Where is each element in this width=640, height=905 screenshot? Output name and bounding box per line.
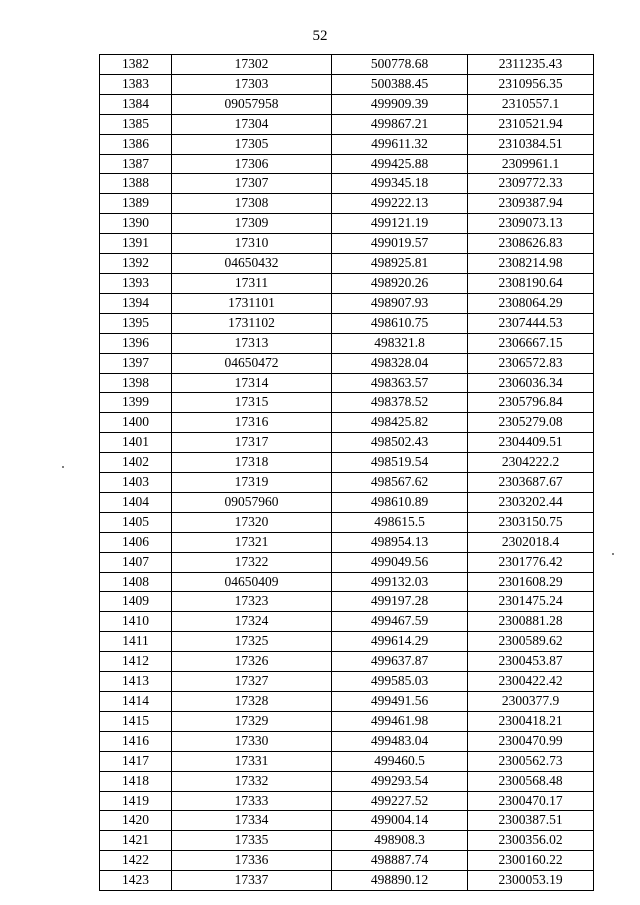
page-number: 52 (312, 28, 328, 44)
table-row (100, 692, 594, 712)
point-id-cell: 1731101 (172, 293, 332, 313)
y-coordinate-cell: 2300470.17 (468, 791, 594, 811)
row-index-cell: 1420 (100, 811, 172, 831)
table-row (100, 473, 594, 493)
table-row (100, 234, 594, 254)
y-coordinate-cell: 2300418.21 (468, 711, 594, 731)
point-id-cell: 17302 (172, 55, 332, 75)
y-coordinate-cell: 2306667.15 (468, 333, 594, 353)
table-row (100, 114, 594, 134)
table-row (100, 652, 594, 672)
point-id-cell: 17322 (172, 552, 332, 572)
point-id-cell: 17306 (172, 154, 332, 174)
point-id-cell: 17324 (172, 612, 332, 632)
table-row (100, 552, 594, 572)
row-index-cell: 1419 (100, 791, 172, 811)
stray-mark (612, 553, 614, 555)
point-id-cell: 17316 (172, 413, 332, 433)
row-index-cell: 1383 (100, 74, 172, 94)
row-index-cell: 1389 (100, 194, 172, 214)
table-row (100, 632, 594, 652)
y-coordinate-cell: 2309772.33 (468, 174, 594, 194)
y-coordinate-cell: 2300470.99 (468, 731, 594, 751)
row-index-cell: 1410 (100, 612, 172, 632)
x-coordinate-cell: 499483.04 (332, 731, 468, 751)
row-index-cell: 1421 (100, 831, 172, 851)
y-coordinate-cell: 2303687.67 (468, 473, 594, 493)
table-row (100, 94, 594, 114)
table-row (100, 871, 594, 891)
row-index-cell: 1423 (100, 871, 172, 891)
point-id-cell: 17336 (172, 851, 332, 871)
row-index-cell: 1398 (100, 373, 172, 393)
row-index-cell: 1404 (100, 492, 172, 512)
point-id-cell: 17313 (172, 333, 332, 353)
x-coordinate-cell: 498887.74 (332, 851, 468, 871)
x-coordinate-cell: 498610.89 (332, 492, 468, 512)
y-coordinate-cell: 2300881.28 (468, 612, 594, 632)
y-coordinate-cell: 2301608.29 (468, 572, 594, 592)
y-coordinate-cell: 2310557.1 (468, 94, 594, 114)
point-id-cell: 17334 (172, 811, 332, 831)
point-id-cell: 17311 (172, 273, 332, 293)
point-id-cell: 17327 (172, 672, 332, 692)
x-coordinate-cell: 499585.03 (332, 672, 468, 692)
y-coordinate-cell: 2300453.87 (468, 652, 594, 672)
x-coordinate-cell: 499460.5 (332, 751, 468, 771)
x-coordinate-cell: 499004.14 (332, 811, 468, 831)
y-coordinate-cell: 2309073.13 (468, 214, 594, 234)
x-coordinate-cell: 498328.04 (332, 353, 468, 373)
x-coordinate-cell: 499637.87 (332, 652, 468, 672)
table-row (100, 592, 594, 612)
x-coordinate-cell: 498907.93 (332, 293, 468, 313)
row-index-cell: 1414 (100, 692, 172, 712)
row-index-cell: 1397 (100, 353, 172, 373)
point-id-cell: 17335 (172, 831, 332, 851)
stray-mark (62, 466, 64, 468)
y-coordinate-cell: 2310521.94 (468, 114, 594, 134)
row-index-cell: 1418 (100, 771, 172, 791)
row-index-cell: 1384 (100, 94, 172, 114)
y-coordinate-cell: 2300377.9 (468, 692, 594, 712)
row-index-cell: 1402 (100, 453, 172, 473)
x-coordinate-cell: 499614.29 (332, 632, 468, 652)
y-coordinate-cell: 2308214.98 (468, 254, 594, 274)
row-index-cell: 1386 (100, 134, 172, 154)
table-row (100, 672, 594, 692)
point-id-cell: 17331 (172, 751, 332, 771)
x-coordinate-cell: 498925.81 (332, 254, 468, 274)
row-index-cell: 1406 (100, 532, 172, 552)
point-id-cell: 17333 (172, 791, 332, 811)
table-row (100, 851, 594, 871)
row-index-cell: 1401 (100, 433, 172, 453)
point-id-cell: 17305 (172, 134, 332, 154)
point-id-cell: 17323 (172, 592, 332, 612)
y-coordinate-cell: 2305796.84 (468, 393, 594, 413)
y-coordinate-cell: 2300356.02 (468, 831, 594, 851)
row-index-cell: 1387 (100, 154, 172, 174)
x-coordinate-cell: 498363.57 (332, 373, 468, 393)
row-index-cell: 1399 (100, 393, 172, 413)
y-coordinate-cell: 2310956.35 (468, 74, 594, 94)
point-id-cell: 17326 (172, 652, 332, 672)
point-id-cell: 17332 (172, 771, 332, 791)
y-coordinate-cell: 2303150.75 (468, 512, 594, 532)
point-id-cell: 09057960 (172, 492, 332, 512)
x-coordinate-cell: 499132.03 (332, 572, 468, 592)
point-id-cell: 1731102 (172, 313, 332, 333)
x-coordinate-cell: 499461.98 (332, 711, 468, 731)
table-row (100, 572, 594, 592)
point-id-cell: 17319 (172, 473, 332, 493)
table-row (100, 134, 594, 154)
y-coordinate-cell: 2301776.42 (468, 552, 594, 572)
y-coordinate-cell: 2311235.43 (468, 55, 594, 75)
table-row (100, 154, 594, 174)
x-coordinate-cell: 498615.5 (332, 512, 468, 532)
x-coordinate-cell: 498425.82 (332, 413, 468, 433)
row-index-cell: 1416 (100, 731, 172, 751)
row-index-cell: 1405 (100, 512, 172, 532)
row-index-cell: 1393 (100, 273, 172, 293)
x-coordinate-cell: 499121.19 (332, 214, 468, 234)
x-coordinate-cell: 500388.45 (332, 74, 468, 94)
point-id-cell: 04650409 (172, 572, 332, 592)
x-coordinate-cell: 499467.59 (332, 612, 468, 632)
point-id-cell: 17315 (172, 393, 332, 413)
x-coordinate-cell: 498920.26 (332, 273, 468, 293)
y-coordinate-cell: 2300568.48 (468, 771, 594, 791)
table-row (100, 393, 594, 413)
x-coordinate-cell: 498890.12 (332, 871, 468, 891)
table-row (100, 811, 594, 831)
table-row (100, 194, 594, 214)
row-index-cell: 1417 (100, 751, 172, 771)
coordinates-table-body (100, 55, 594, 891)
row-index-cell: 1394 (100, 293, 172, 313)
point-id-cell: 17314 (172, 373, 332, 393)
y-coordinate-cell: 2300562.73 (468, 751, 594, 771)
point-id-cell: 17318 (172, 453, 332, 473)
point-id-cell: 04650432 (172, 254, 332, 274)
point-id-cell: 17321 (172, 532, 332, 552)
x-coordinate-cell: 498610.75 (332, 313, 468, 333)
row-index-cell: 1412 (100, 652, 172, 672)
point-id-cell: 17303 (172, 74, 332, 94)
table-row (100, 492, 594, 512)
x-coordinate-cell: 498321.8 (332, 333, 468, 353)
x-coordinate-cell: 500778.68 (332, 55, 468, 75)
table-row (100, 313, 594, 333)
table-row (100, 791, 594, 811)
table-row (100, 273, 594, 293)
table-row (100, 731, 594, 751)
table-row (100, 612, 594, 632)
y-coordinate-cell: 2309961.1 (468, 154, 594, 174)
y-coordinate-cell: 2306572.83 (468, 353, 594, 373)
x-coordinate-cell: 498954.13 (332, 532, 468, 552)
table-row (100, 771, 594, 791)
y-coordinate-cell: 2304409.51 (468, 433, 594, 453)
y-coordinate-cell: 2301475.24 (468, 592, 594, 612)
table-row (100, 512, 594, 532)
table-row (100, 831, 594, 851)
table-row (100, 293, 594, 313)
point-id-cell: 17304 (172, 114, 332, 134)
row-index-cell: 1392 (100, 254, 172, 274)
x-coordinate-cell: 499345.18 (332, 174, 468, 194)
point-id-cell: 17310 (172, 234, 332, 254)
table-row (100, 433, 594, 453)
y-coordinate-cell: 2308190.64 (468, 273, 594, 293)
point-id-cell: 09057958 (172, 94, 332, 114)
row-index-cell: 1415 (100, 711, 172, 731)
x-coordinate-cell: 498378.52 (332, 393, 468, 413)
table-row (100, 413, 594, 433)
x-coordinate-cell: 499491.56 (332, 692, 468, 712)
table-row (100, 333, 594, 353)
y-coordinate-cell: 2303202.44 (468, 492, 594, 512)
x-coordinate-cell: 499222.13 (332, 194, 468, 214)
y-coordinate-cell: 2300053.19 (468, 871, 594, 891)
y-coordinate-cell: 2300160.22 (468, 851, 594, 871)
row-index-cell: 1422 (100, 851, 172, 871)
row-index-cell: 1388 (100, 174, 172, 194)
row-index-cell: 1411 (100, 632, 172, 652)
y-coordinate-cell: 2300589.62 (468, 632, 594, 652)
x-coordinate-cell: 498567.62 (332, 473, 468, 493)
table-row (100, 453, 594, 473)
y-coordinate-cell: 2305279.08 (468, 413, 594, 433)
x-coordinate-cell: 498908.3 (332, 831, 468, 851)
x-coordinate-cell: 499425.88 (332, 154, 468, 174)
y-coordinate-cell: 2309387.94 (468, 194, 594, 214)
y-coordinate-cell: 2306036.34 (468, 373, 594, 393)
x-coordinate-cell: 499019.57 (332, 234, 468, 254)
table-row (100, 532, 594, 552)
x-coordinate-cell: 499049.56 (332, 552, 468, 572)
point-id-cell: 17309 (172, 214, 332, 234)
point-id-cell: 17320 (172, 512, 332, 532)
row-index-cell: 1385 (100, 114, 172, 134)
y-coordinate-cell: 2310384.51 (468, 134, 594, 154)
row-index-cell: 1390 (100, 214, 172, 234)
point-id-cell: 04650472 (172, 353, 332, 373)
y-coordinate-cell: 2308064.29 (468, 293, 594, 313)
point-id-cell: 17328 (172, 692, 332, 712)
point-id-cell: 17307 (172, 174, 332, 194)
x-coordinate-cell: 499293.54 (332, 771, 468, 791)
row-index-cell: 1413 (100, 672, 172, 692)
x-coordinate-cell: 499909.39 (332, 94, 468, 114)
row-index-cell: 1395 (100, 313, 172, 333)
y-coordinate-cell: 2304222.2 (468, 453, 594, 473)
point-id-cell: 17329 (172, 711, 332, 731)
row-index-cell: 1408 (100, 572, 172, 592)
point-id-cell: 17325 (172, 632, 332, 652)
x-coordinate-cell: 498519.54 (332, 453, 468, 473)
row-index-cell: 1382 (100, 55, 172, 75)
table-row (100, 55, 594, 75)
row-index-cell: 1403 (100, 473, 172, 493)
coordinates-table (99, 54, 594, 891)
table-row (100, 214, 594, 234)
y-coordinate-cell: 2300387.51 (468, 811, 594, 831)
x-coordinate-cell: 499227.52 (332, 791, 468, 811)
point-id-cell: 17330 (172, 731, 332, 751)
point-id-cell: 17337 (172, 871, 332, 891)
point-id-cell: 17308 (172, 194, 332, 214)
y-coordinate-cell: 2307444.53 (468, 313, 594, 333)
table-row (100, 711, 594, 731)
table-row (100, 751, 594, 771)
table-row (100, 174, 594, 194)
row-index-cell: 1396 (100, 333, 172, 353)
y-coordinate-cell: 2300422.42 (468, 672, 594, 692)
row-index-cell: 1409 (100, 592, 172, 612)
x-coordinate-cell: 499197.28 (332, 592, 468, 612)
point-id-cell: 17317 (172, 433, 332, 453)
y-coordinate-cell: 2308626.83 (468, 234, 594, 254)
row-index-cell: 1391 (100, 234, 172, 254)
x-coordinate-cell: 499611.32 (332, 134, 468, 154)
table-row (100, 353, 594, 373)
table-row (100, 373, 594, 393)
row-index-cell: 1407 (100, 552, 172, 572)
x-coordinate-cell: 499867.21 (332, 114, 468, 134)
table-row (100, 74, 594, 94)
y-coordinate-cell: 2302018.4 (468, 532, 594, 552)
x-coordinate-cell: 498502.43 (332, 433, 468, 453)
row-index-cell: 1400 (100, 413, 172, 433)
table-row (100, 254, 594, 274)
